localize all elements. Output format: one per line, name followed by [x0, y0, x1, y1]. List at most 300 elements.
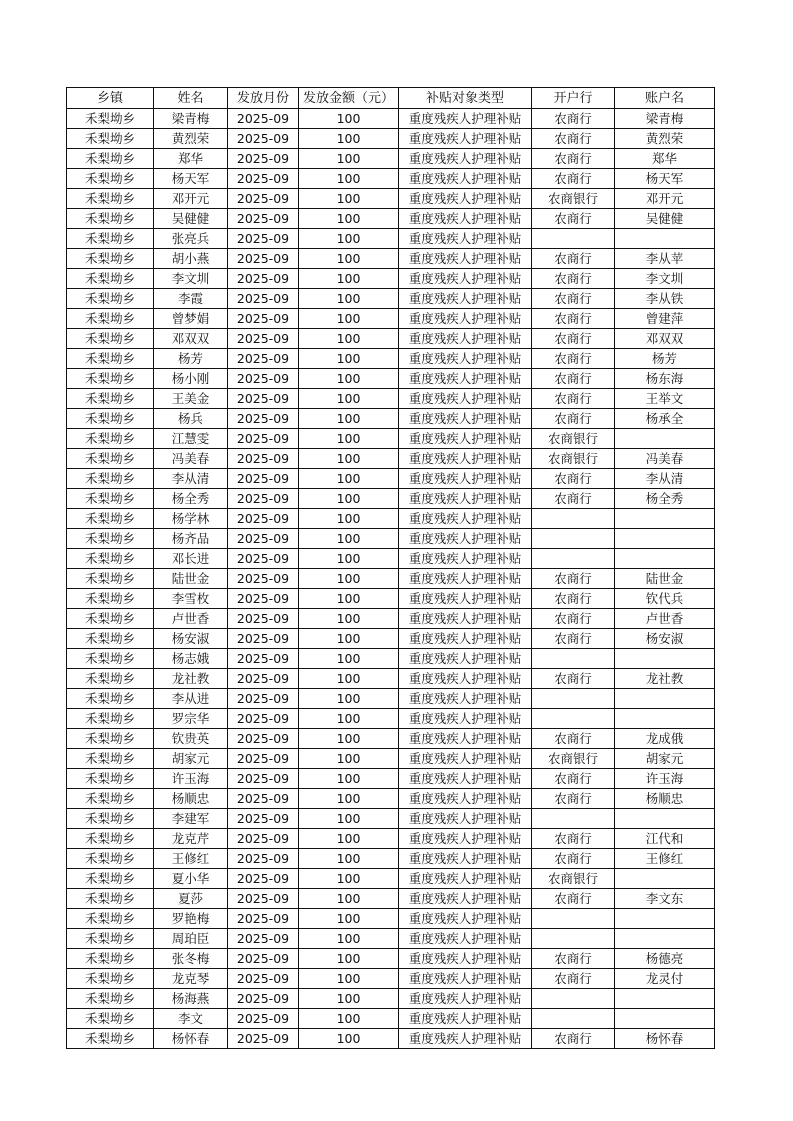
- cell-name: 邓开元: [154, 189, 228, 209]
- cell-township: 禾梨坳乡: [67, 209, 154, 229]
- cell-name: 罗宗华: [154, 709, 228, 729]
- cell-bank: 农商行: [532, 209, 615, 229]
- header-bank: 开户行: [532, 88, 615, 109]
- cell-name: 黄烈荣: [154, 129, 228, 149]
- table-row: [67, 309, 715, 329]
- cell-amount: 100: [299, 789, 399, 809]
- table-row: [67, 929, 715, 949]
- cell-township: 禾梨坳乡: [67, 829, 154, 849]
- cell-township: 禾梨坳乡: [67, 409, 154, 429]
- cell-bank: 农商银行: [532, 189, 615, 209]
- table-row: [67, 209, 715, 229]
- table-body: [67, 109, 715, 1049]
- cell-amount: 100: [299, 669, 399, 689]
- cell-subsidy-type: 重度残疾人护理补贴: [399, 969, 532, 989]
- cell-township: 禾梨坳乡: [67, 109, 154, 129]
- cell-name: 杨志娥: [154, 649, 228, 669]
- cell-subsidy-type: 重度残疾人护理补贴: [399, 289, 532, 309]
- cell-amount: 100: [299, 309, 399, 329]
- cell-township: 禾梨坳乡: [67, 469, 154, 489]
- cell-account-name: 吴健健: [615, 209, 715, 229]
- cell-account-name: 李从苹: [615, 249, 715, 269]
- cell-subsidy-type: 重度残疾人护理补贴: [399, 809, 532, 829]
- cell-month: 2025-09: [228, 929, 299, 949]
- cell-subsidy-type: 重度残疾人护理补贴: [399, 209, 532, 229]
- cell-month: 2025-09: [228, 189, 299, 209]
- cell-township: 禾梨坳乡: [67, 309, 154, 329]
- table-row: [67, 149, 715, 169]
- cell-month: 2025-09: [228, 989, 299, 1009]
- cell-month: 2025-09: [228, 329, 299, 349]
- cell-amount: 100: [299, 849, 399, 869]
- cell-month: 2025-09: [228, 249, 299, 269]
- table-row: [67, 529, 715, 549]
- cell-amount: 100: [299, 969, 399, 989]
- cell-amount: 100: [299, 189, 399, 209]
- cell-township: 禾梨坳乡: [67, 149, 154, 169]
- cell-name: 杨齐品: [154, 529, 228, 549]
- cell-subsidy-type: 重度残疾人护理补贴: [399, 909, 532, 929]
- cell-bank: 农商行: [532, 969, 615, 989]
- cell-subsidy-type: 重度残疾人护理补贴: [399, 829, 532, 849]
- cell-account-name: 王举文: [615, 389, 715, 409]
- table-row: [67, 429, 715, 449]
- cell-amount: 100: [299, 529, 399, 549]
- cell-account-name: 冯美春: [615, 449, 715, 469]
- cell-bank: 农商行: [532, 669, 615, 689]
- cell-bank: 农商行: [532, 249, 615, 269]
- cell-township: 禾梨坳乡: [67, 749, 154, 769]
- cell-account-name: 龙成俄: [615, 729, 715, 749]
- cell-township: 禾梨坳乡: [67, 689, 154, 709]
- cell-month: 2025-09: [228, 889, 299, 909]
- cell-month: 2025-09: [228, 609, 299, 629]
- cell-township: 禾梨坳乡: [67, 989, 154, 1009]
- table-row: [67, 809, 715, 829]
- cell-name: 周珀臣: [154, 929, 228, 949]
- cell-amount: 100: [299, 709, 399, 729]
- cell-month: 2025-09: [228, 549, 299, 569]
- cell-bank: 农商银行: [532, 869, 615, 889]
- cell-account-name: 杨芳: [615, 349, 715, 369]
- cell-account-name: [615, 1009, 715, 1029]
- cell-name: 杨怀春: [154, 1029, 228, 1049]
- cell-amount: 100: [299, 949, 399, 969]
- cell-township: 禾梨坳乡: [67, 189, 154, 209]
- table-row: [67, 1009, 715, 1029]
- table-row: [67, 289, 715, 309]
- cell-subsidy-type: 重度残疾人护理补贴: [399, 769, 532, 789]
- cell-bank: 农商行: [532, 349, 615, 369]
- cell-bank: 农商行: [532, 589, 615, 609]
- cell-bank: 农商行: [532, 169, 615, 189]
- header-amount: 发放金额（元）: [299, 88, 399, 109]
- cell-name: 邓长进: [154, 549, 228, 569]
- cell-name: 龙克芹: [154, 829, 228, 849]
- cell-name: 李建军: [154, 809, 228, 829]
- cell-subsidy-type: 重度残疾人护理补贴: [399, 349, 532, 369]
- cell-township: 禾梨坳乡: [67, 889, 154, 909]
- cell-month: 2025-09: [228, 829, 299, 849]
- table-row: [67, 249, 715, 269]
- cell-township: 禾梨坳乡: [67, 569, 154, 589]
- cell-month: 2025-09: [228, 289, 299, 309]
- cell-township: 禾梨坳乡: [67, 369, 154, 389]
- cell-bank: [532, 689, 615, 709]
- cell-amount: 100: [299, 889, 399, 909]
- cell-township: 禾梨坳乡: [67, 549, 154, 569]
- cell-township: 禾梨坳乡: [67, 609, 154, 629]
- table-row: [67, 849, 715, 869]
- cell-township: 禾梨坳乡: [67, 389, 154, 409]
- cell-amount: 100: [299, 569, 399, 589]
- cell-account-name: [615, 909, 715, 929]
- cell-subsidy-type: 重度残疾人护理补贴: [399, 249, 532, 269]
- cell-name: 许玉海: [154, 769, 228, 789]
- cell-subsidy-type: 重度残疾人护理补贴: [399, 1009, 532, 1029]
- cell-account-name: [615, 649, 715, 669]
- cell-account-name: 杨顺忠: [615, 789, 715, 809]
- cell-bank: 农商行: [532, 1029, 615, 1049]
- cell-account-name: 郑华: [615, 149, 715, 169]
- cell-name: 梁青梅: [154, 109, 228, 129]
- cell-month: 2025-09: [228, 629, 299, 649]
- cell-name: 郑华: [154, 149, 228, 169]
- table-row: [67, 709, 715, 729]
- cell-amount: 100: [299, 109, 399, 129]
- cell-account-name: 杨怀春: [615, 1029, 715, 1049]
- cell-amount: 100: [299, 609, 399, 629]
- table-row: [67, 569, 715, 589]
- header-row: [67, 88, 715, 109]
- cell-bank: 农商行: [532, 369, 615, 389]
- cell-bank: 农商行: [532, 269, 615, 289]
- cell-amount: 100: [299, 269, 399, 289]
- cell-township: 禾梨坳乡: [67, 869, 154, 889]
- cell-amount: 100: [299, 649, 399, 669]
- cell-name: 李从清: [154, 469, 228, 489]
- table-row: [67, 629, 715, 649]
- cell-amount: 100: [299, 1029, 399, 1049]
- cell-bank: 农商行: [532, 409, 615, 429]
- cell-month: 2025-09: [228, 369, 299, 389]
- cell-name: 钦贵英: [154, 729, 228, 749]
- table-row: [67, 669, 715, 689]
- cell-month: 2025-09: [228, 169, 299, 189]
- cell-bank: 农商行: [532, 789, 615, 809]
- table-row: [67, 889, 715, 909]
- cell-township: 禾梨坳乡: [67, 349, 154, 369]
- cell-name: 张冬梅: [154, 949, 228, 969]
- cell-bank: 农商银行: [532, 749, 615, 769]
- cell-amount: 100: [299, 829, 399, 849]
- cell-bank: [532, 1009, 615, 1029]
- cell-month: 2025-09: [228, 209, 299, 229]
- cell-month: 2025-09: [228, 409, 299, 429]
- cell-name: 冯美春: [154, 449, 228, 469]
- cell-account-name: 陆世金: [615, 569, 715, 589]
- cell-amount: 100: [299, 169, 399, 189]
- table-row: [67, 269, 715, 289]
- cell-account-name: 杨东海: [615, 369, 715, 389]
- cell-name: 陆世金: [154, 569, 228, 589]
- cell-month: 2025-09: [228, 129, 299, 149]
- cell-amount: 100: [299, 469, 399, 489]
- cell-bank: 农商行: [532, 149, 615, 169]
- cell-township: 禾梨坳乡: [67, 809, 154, 829]
- cell-township: 禾梨坳乡: [67, 1009, 154, 1029]
- cell-name: 王美金: [154, 389, 228, 409]
- cell-bank: [532, 709, 615, 729]
- cell-amount: 100: [299, 149, 399, 169]
- cell-account-name: 龙灵付: [615, 969, 715, 989]
- cell-amount: 100: [299, 289, 399, 309]
- cell-account-name: [615, 869, 715, 889]
- cell-bank: 农商银行: [532, 429, 615, 449]
- cell-amount: 100: [299, 249, 399, 269]
- cell-bank: [532, 989, 615, 1009]
- cell-month: 2025-09: [228, 729, 299, 749]
- subsidy-table: [66, 87, 715, 1049]
- cell-name: 王修红: [154, 849, 228, 869]
- cell-subsidy-type: 重度残疾人护理补贴: [399, 749, 532, 769]
- cell-township: 禾梨坳乡: [67, 789, 154, 809]
- cell-bank: 农商行: [532, 569, 615, 589]
- table-row: [67, 649, 715, 669]
- cell-subsidy-type: 重度残疾人护理补贴: [399, 949, 532, 969]
- table-row: [67, 369, 715, 389]
- table-row: [67, 769, 715, 789]
- cell-amount: 100: [299, 769, 399, 789]
- cell-account-name: 杨德亮: [615, 949, 715, 969]
- cell-amount: 100: [299, 489, 399, 509]
- cell-subsidy-type: 重度残疾人护理补贴: [399, 229, 532, 249]
- table-row: [67, 229, 715, 249]
- cell-month: 2025-09: [228, 769, 299, 789]
- table-row: [67, 129, 715, 149]
- cell-account-name: 邓双双: [615, 329, 715, 349]
- cell-account-name: 杨天军: [615, 169, 715, 189]
- cell-account-name: [615, 809, 715, 829]
- cell-subsidy-type: 重度残疾人护理补贴: [399, 529, 532, 549]
- cell-name: 杨海燕: [154, 989, 228, 1009]
- cell-township: 禾梨坳乡: [67, 909, 154, 929]
- table-row: [67, 689, 715, 709]
- cell-subsidy-type: 重度残疾人护理补贴: [399, 849, 532, 869]
- cell-name: 李文圳: [154, 269, 228, 289]
- table-row: [67, 409, 715, 429]
- cell-township: 禾梨坳乡: [67, 269, 154, 289]
- cell-subsidy-type: 重度残疾人护理补贴: [399, 109, 532, 129]
- cell-bank: [532, 929, 615, 949]
- cell-subsidy-type: 重度残疾人护理补贴: [399, 129, 532, 149]
- cell-subsidy-type: 重度残疾人护理补贴: [399, 889, 532, 909]
- table-row: [67, 489, 715, 509]
- table-row: [67, 549, 715, 569]
- cell-subsidy-type: 重度残疾人护理补贴: [399, 629, 532, 649]
- cell-township: 禾梨坳乡: [67, 709, 154, 729]
- cell-account-name: 李从铁: [615, 289, 715, 309]
- cell-name: 李雪枚: [154, 589, 228, 609]
- cell-month: 2025-09: [228, 449, 299, 469]
- cell-name: 杨兵: [154, 409, 228, 429]
- cell-month: 2025-09: [228, 309, 299, 329]
- cell-account-name: [615, 709, 715, 729]
- cell-month: 2025-09: [228, 749, 299, 769]
- cell-subsidy-type: 重度残疾人护理补贴: [399, 869, 532, 889]
- table-row: [67, 449, 715, 469]
- cell-account-name: 许玉海: [615, 769, 715, 789]
- cell-subsidy-type: 重度残疾人护理补贴: [399, 569, 532, 589]
- cell-name: 胡小燕: [154, 249, 228, 269]
- cell-month: 2025-09: [228, 969, 299, 989]
- cell-bank: [532, 509, 615, 529]
- cell-bank: 农商行: [532, 129, 615, 149]
- cell-bank: 农商行: [532, 109, 615, 129]
- cell-subsidy-type: 重度残疾人护理补贴: [399, 509, 532, 529]
- cell-township: 禾梨坳乡: [67, 589, 154, 609]
- cell-township: 禾梨坳乡: [67, 329, 154, 349]
- header-month: 发放月份: [228, 88, 299, 109]
- cell-month: 2025-09: [228, 229, 299, 249]
- cell-bank: 农商行: [532, 489, 615, 509]
- cell-account-name: 杨全秀: [615, 489, 715, 509]
- cell-account-name: 李文东: [615, 889, 715, 909]
- cell-township: 禾梨坳乡: [67, 969, 154, 989]
- table-row: [67, 989, 715, 1009]
- cell-subsidy-type: 重度残疾人护理补贴: [399, 369, 532, 389]
- cell-bank: 农商行: [532, 729, 615, 749]
- cell-subsidy-type: 重度残疾人护理补贴: [399, 649, 532, 669]
- cell-township: 禾梨坳乡: [67, 1029, 154, 1049]
- cell-amount: 100: [299, 589, 399, 609]
- cell-bank: [532, 809, 615, 829]
- cell-amount: 100: [299, 409, 399, 429]
- cell-township: 禾梨坳乡: [67, 229, 154, 249]
- cell-subsidy-type: 重度残疾人护理补贴: [399, 789, 532, 809]
- cell-subsidy-type: 重度残疾人护理补贴: [399, 269, 532, 289]
- cell-subsidy-type: 重度残疾人护理补贴: [399, 609, 532, 629]
- cell-amount: 100: [299, 349, 399, 369]
- cell-name: 杨小刚: [154, 369, 228, 389]
- cell-subsidy-type: 重度残疾人护理补贴: [399, 469, 532, 489]
- table-row: [67, 969, 715, 989]
- cell-month: 2025-09: [228, 689, 299, 709]
- cell-subsidy-type: 重度残疾人护理补贴: [399, 729, 532, 749]
- header-account-name: 账户名: [615, 88, 715, 109]
- cell-bank: 农商行: [532, 849, 615, 869]
- cell-account-name: 邓开元: [615, 189, 715, 209]
- cell-account-name: 龙社教: [615, 669, 715, 689]
- cell-account-name: 杨承全: [615, 409, 715, 429]
- cell-subsidy-type: 重度残疾人护理补贴: [399, 489, 532, 509]
- cell-account-name: 杨安淑: [615, 629, 715, 649]
- cell-amount: 100: [299, 429, 399, 449]
- cell-bank: 农商行: [532, 289, 615, 309]
- cell-name: 罗艳梅: [154, 909, 228, 929]
- cell-month: 2025-09: [228, 909, 299, 929]
- cell-month: 2025-09: [228, 949, 299, 969]
- cell-subsidy-type: 重度残疾人护理补贴: [399, 709, 532, 729]
- table-row: [67, 189, 715, 209]
- cell-amount: 100: [299, 929, 399, 949]
- cell-month: 2025-09: [228, 149, 299, 169]
- cell-month: 2025-09: [228, 809, 299, 829]
- cell-name: 杨天军: [154, 169, 228, 189]
- cell-account-name: 江代和: [615, 829, 715, 849]
- cell-township: 禾梨坳乡: [67, 129, 154, 149]
- cell-name: 江慧雯: [154, 429, 228, 449]
- cell-month: 2025-09: [228, 869, 299, 889]
- cell-month: 2025-09: [228, 709, 299, 729]
- cell-account-name: 黄烈荣: [615, 129, 715, 149]
- table-row: [67, 349, 715, 369]
- table-row: [67, 829, 715, 849]
- cell-account-name: [615, 529, 715, 549]
- cell-subsidy-type: 重度残疾人护理补贴: [399, 429, 532, 449]
- cell-name: 吴健健: [154, 209, 228, 229]
- cell-month: 2025-09: [228, 489, 299, 509]
- table-row: [67, 909, 715, 929]
- cell-amount: 100: [299, 869, 399, 889]
- cell-subsidy-type: 重度残疾人护理补贴: [399, 689, 532, 709]
- table-row: [67, 109, 715, 129]
- cell-account-name: 钦代兵: [615, 589, 715, 609]
- cell-amount: 100: [299, 1009, 399, 1029]
- cell-bank: 农商行: [532, 389, 615, 409]
- table-row: [67, 509, 715, 529]
- cell-account-name: 梁青梅: [615, 109, 715, 129]
- table-row: [67, 469, 715, 489]
- cell-name: 李文: [154, 1009, 228, 1029]
- cell-amount: 100: [299, 549, 399, 569]
- cell-account-name: [615, 509, 715, 529]
- cell-township: 禾梨坳乡: [67, 629, 154, 649]
- table-row: [67, 389, 715, 409]
- cell-name: 邓双双: [154, 329, 228, 349]
- cell-township: 禾梨坳乡: [67, 529, 154, 549]
- cell-account-name: [615, 989, 715, 1009]
- cell-bank: 农商行: [532, 949, 615, 969]
- table-row: [67, 1029, 715, 1049]
- cell-account-name: [615, 429, 715, 449]
- cell-month: 2025-09: [228, 649, 299, 669]
- cell-bank: [532, 229, 615, 249]
- cell-subsidy-type: 重度残疾人护理补贴: [399, 309, 532, 329]
- table-row: [67, 609, 715, 629]
- cell-township: 禾梨坳乡: [67, 169, 154, 189]
- cell-name: 龙社教: [154, 669, 228, 689]
- header-subsidy-type: 补贴对象类型: [399, 88, 532, 109]
- cell-amount: 100: [299, 229, 399, 249]
- cell-account-name: 王修红: [615, 849, 715, 869]
- table-row: [67, 589, 715, 609]
- cell-month: 2025-09: [228, 429, 299, 449]
- cell-amount: 100: [299, 809, 399, 829]
- table-row: [67, 789, 715, 809]
- cell-bank: [532, 529, 615, 549]
- cell-account-name: 曾建萍: [615, 309, 715, 329]
- cell-township: 禾梨坳乡: [67, 729, 154, 749]
- cell-account-name: 李文圳: [615, 269, 715, 289]
- cell-bank: 农商行: [532, 829, 615, 849]
- cell-township: 禾梨坳乡: [67, 929, 154, 949]
- cell-subsidy-type: 重度残疾人护理补贴: [399, 669, 532, 689]
- cell-account-name: 卢世香: [615, 609, 715, 629]
- cell-month: 2025-09: [228, 509, 299, 529]
- cell-subsidy-type: 重度残疾人护理补贴: [399, 929, 532, 949]
- table-row: [67, 329, 715, 349]
